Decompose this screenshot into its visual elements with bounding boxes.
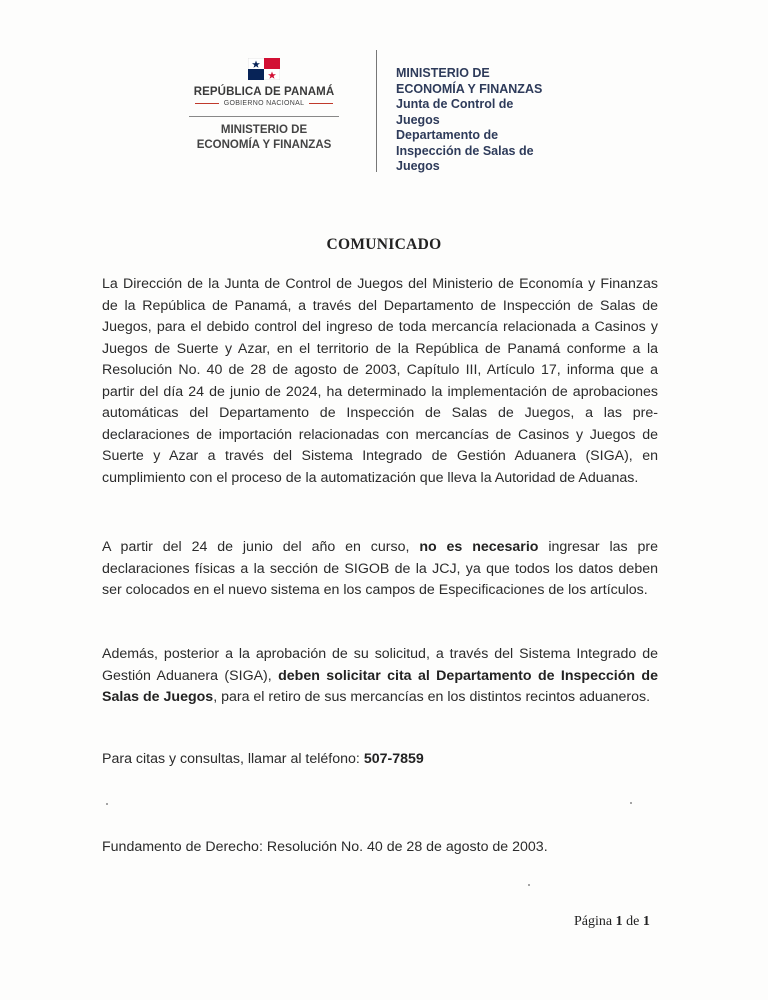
header-line: Juegos: [396, 112, 440, 127]
divider: [309, 103, 333, 104]
paragraph-text: Además, posterior a la aprobación de su solicitud, a través del Sistema Integrado de Gestión Aduanera (SIGA),: [102, 646, 658, 684]
paragraph-contact: [102, 749, 658, 771]
paragraph-emphasis: deben solicitar cita al Departamento de Inspección de Salas de Juegos: [102, 667, 658, 705]
page-of: de: [626, 914, 640, 929]
paragraph-notice: [102, 537, 658, 602]
page-total: 1: [642, 914, 650, 929]
paragraph-intro: La Dirección de la Junta de Control de Juegos del Ministerio de Economía y Finanzas de la República de Panamá, a través del Departamento de Inspección de Salas de Juegos, para el debido control del ingreso de toda mercancía relacionada a Casinos y Juegos de Suerte y Azar, en el territorio de la República de Panamá conforme a la Resolución No. 40 de 28 de agosto de 2003, Capítulo III, Artículo 17, informa que a partir del día 24 de junio de 2024, ha determinado la implementación de aprobaciones automáticas del Departamento de Inspección de Salas de Juegos, a las pre-declaraciones de importación relacionadas con mercancías de Casinos y Juegos de Suerte y Azar a través del Sistema Integrado de Gestión Aduanera (SIGA), en cumplimiento con el proceso de la automatización que lleva la Autoridad de Aduanas.: [102, 276, 658, 486]
divider: [195, 103, 219, 104]
header-line: MINISTERIO DE: [396, 66, 490, 80]
paragraph-text: Para citas y consultas, llamar al teléfono:: [102, 751, 364, 767]
government-logo-block: [178, 58, 350, 153]
paragraph-legal-basis: Fundamento de Derecho: Resolución No. 40 de 28 de agosto de 2003.: [102, 839, 548, 855]
paragraph-text: , para el retiro de sus mercancías en los distintos recintos aduaneros.: [213, 689, 651, 705]
scan-speck: [630, 802, 632, 804]
page-label: Página: [574, 914, 613, 929]
header-line: Junta de Control de: [396, 97, 514, 111]
government-subtitle: [178, 100, 350, 107]
document-title: COMUNICADO: [326, 236, 442, 253]
ministry-name-left: [178, 123, 350, 153]
divider: [189, 116, 339, 117]
page-number: [574, 914, 650, 930]
republic-name: REPÚBLICA DE PANAMÁ: [193, 86, 335, 98]
header-line: Departamento de: [396, 128, 499, 142]
government-label: GOBIERNO NACIONAL: [223, 100, 305, 107]
header-vertical-divider: [376, 50, 377, 172]
header-line: ECONOMÍA Y FINANZAS: [396, 81, 543, 96]
panama-flag-icon: [248, 58, 280, 80]
paragraph-appointment: [102, 644, 658, 709]
header-line: Juegos: [396, 159, 440, 173]
phone-number: 507-7859: [363, 751, 424, 767]
scan-speck: [106, 803, 108, 805]
page-current: 1: [615, 914, 623, 929]
paragraph-emphasis: no es necesario: [419, 539, 539, 555]
ministry-line: ECONOMÍA Y FINANZAS: [196, 139, 332, 151]
ministry-line: MINISTERIO DE: [220, 124, 308, 136]
department-header: [396, 66, 596, 175]
header-line: Inspección de Salas de: [396, 143, 534, 158]
scan-speck: [528, 884, 530, 886]
paragraph-text: ingresar las pre declaraciones físicas a la sección de SIGOB de la JCJ, ya que todos los datos deben ser colocados en el nuevo sistema en los campos de Especificaciones de los artículos.: [102, 539, 658, 598]
paragraph-text: A partir del 24 de junio del año en curso,: [102, 539, 420, 555]
